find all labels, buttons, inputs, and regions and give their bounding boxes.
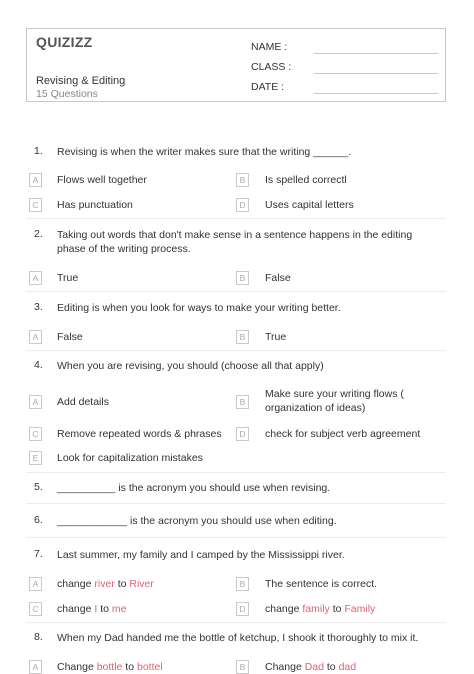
option-text: Look for capitalization mistakes [57, 452, 203, 464]
option-text: check for subject verb agreement [265, 428, 421, 440]
option-text: True [57, 272, 79, 284]
option-letter-box[interactable]: C [29, 427, 42, 441]
option-letter-box[interactable]: B [236, 660, 249, 674]
question-divider [26, 503, 446, 504]
option-letter-box[interactable]: A [29, 271, 42, 285]
option-letter-box[interactable]: B [236, 173, 249, 187]
option-text: False [265, 272, 291, 284]
class-label: CLASS : [251, 61, 292, 73]
question-text: Taking out words that don't make sense in a sentence happens in the editing phase of the writing process. [57, 229, 413, 255]
question-number: 7. [34, 548, 43, 560]
option-letter-box[interactable]: A [29, 173, 42, 187]
option-letter-box[interactable]: D [236, 602, 249, 616]
option-text: Is spelled correctl [265, 174, 347, 186]
option-text: Flows well together [57, 174, 147, 186]
date-label: DATE : [251, 81, 285, 93]
option-text: change river to River [57, 578, 154, 590]
option-letter-box[interactable]: D [236, 427, 249, 441]
name-line[interactable] [314, 53, 438, 54]
quizizz-logo: QUIZIZZ [36, 34, 93, 50]
date-line[interactable] [314, 93, 438, 94]
option-letter-box[interactable]: B [236, 577, 249, 591]
question-divider [26, 472, 446, 473]
option-letter-box[interactable]: A [29, 330, 42, 344]
option-text: Remove repeated words & phrases [57, 428, 222, 440]
option-text: Change bottle to bottel [57, 661, 163, 673]
option-letter-box[interactable]: B [236, 395, 249, 409]
worksheet-title: Revising & Editing [36, 75, 126, 87]
option-letter-box[interactable]: B [236, 271, 249, 285]
option-text: False [57, 331, 83, 343]
question-number: 4. [34, 359, 43, 371]
question-text: __________ is the acronym you should use when revising. [57, 482, 331, 494]
option-letter-box[interactable]: A [29, 395, 42, 409]
option-text: Add details [57, 396, 109, 408]
question-number: 8. [34, 631, 43, 643]
question-divider [26, 291, 446, 292]
option-text: Has punctuation [57, 199, 133, 211]
option-letter-box[interactable]: C [29, 602, 42, 616]
question-text: ____________ is the acronym you should use when editing. [57, 515, 337, 527]
option-text: change I to me [57, 603, 127, 615]
question-number: 6. [34, 514, 43, 526]
option-text: Uses capital letters [265, 199, 354, 211]
option-letter-box[interactable]: D [236, 198, 249, 212]
option-letter-box[interactable]: E [29, 451, 42, 465]
option-text: The sentence is correct. [265, 578, 378, 590]
question-divider [26, 622, 446, 623]
option-text: change family to Family [265, 603, 376, 615]
question-text: When you are revising, you should (choose all that apply) [57, 360, 324, 372]
option-letter-box[interactable]: A [29, 577, 42, 591]
option-text: Make sure your writing flows ( organization of ideas) [265, 388, 404, 414]
worksheet-header [26, 28, 446, 102]
question-divider [26, 537, 446, 538]
option-letter-box[interactable]: B [236, 330, 249, 344]
question-text: Editing is when you look for ways to make your writing better. [57, 302, 341, 314]
question-divider [26, 350, 446, 351]
option-letter-box[interactable]: A [29, 660, 42, 674]
option-text: True [265, 331, 287, 343]
option-text: Change Dad to dad [265, 661, 357, 673]
question-count: 15 Questions [36, 88, 98, 100]
question-text: Last summer, my family and I camped by the Mississippi river. [57, 549, 345, 561]
name-label: NAME : [251, 41, 288, 53]
question-number: 2. [34, 228, 43, 240]
question-text: Revising is when the writer makes sure that the writing ______. [57, 146, 352, 158]
question-divider [26, 218, 446, 219]
question-number: 5. [34, 481, 43, 493]
class-line[interactable] [314, 73, 438, 74]
question-text: When my Dad handed me the bottle of ketchup, I shook it thoroughly to mix it. [57, 632, 419, 644]
question-number: 3. [34, 301, 43, 313]
option-letter-box[interactable]: C [29, 198, 42, 212]
question-number: 1. [34, 145, 43, 157]
